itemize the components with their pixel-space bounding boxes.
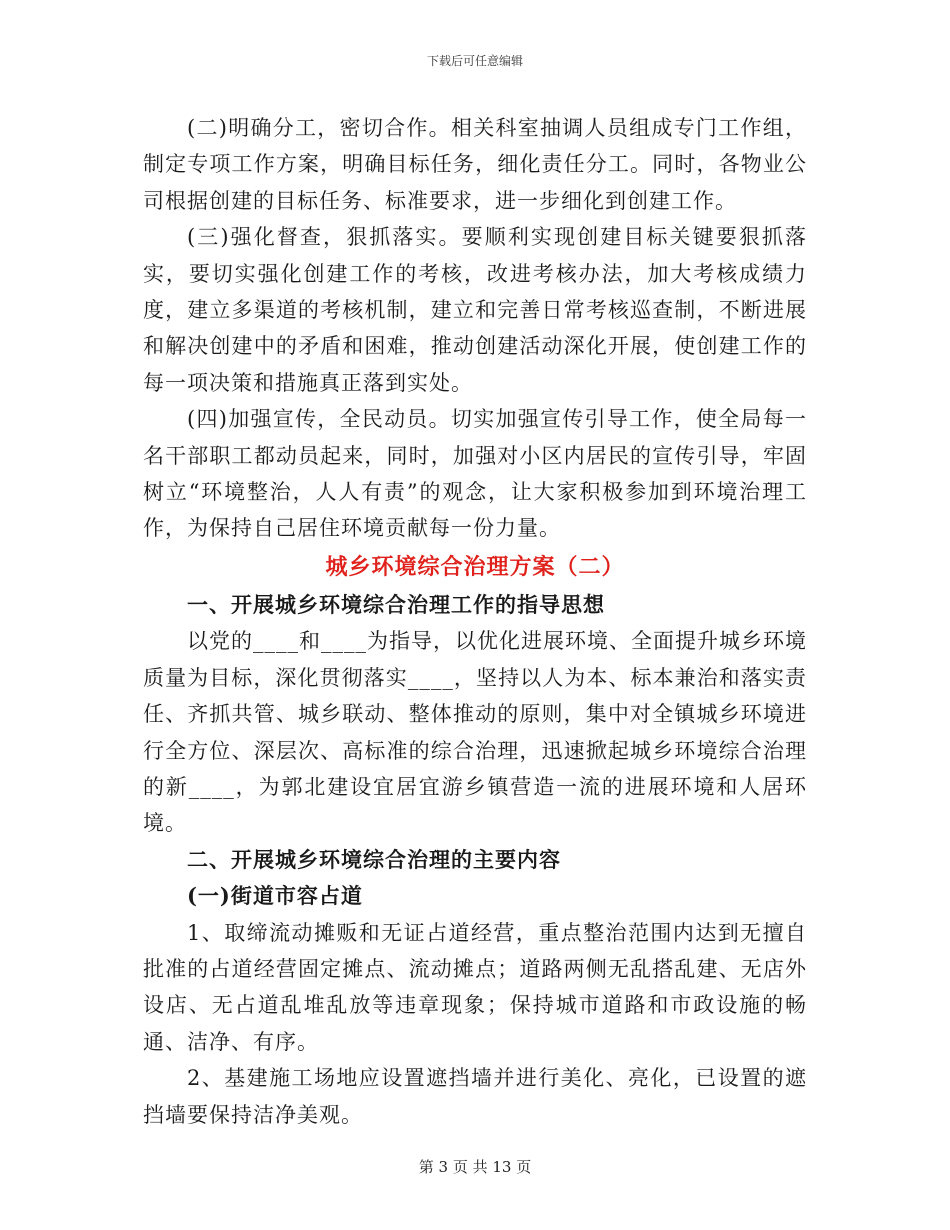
paragraph-supervision: (三)强化督查，狠抓落实。要顺利实现创建目标关键要狠抓落实，要切实强化创建工作的考核，改进考核办法，加大考核成绩力度，建立多渠道的考核机制，建立和完善日常考核巡查制，不断进展和解决创建中的矛盾和困难，推动创建活动深化开展，使创建工作的每一项决策和措施真正落到实处。 [143,225,807,395]
paragraph-division-of-labor: (二)明确分工，密切合作。相关科室抽调人员组成专门工作组，制定专项工作方案，明确目标任务，细化责任分工。同时，各物业公司根据创建的目标任务、标准要求，进一步细化到创建工作。 [143,116,807,213]
paragraph-item-1: 1、取缔流动摊贩和无证占道经营，重点整治范围内达到无擅自批准的占道经营固定摊点、流动摊点；道路两侧无乱搭乱建、无店外设店、无占道乱堆乱放等违章现象；保持城市道路和市政设施的畅通、洁净、有序。 [143,920,807,1054]
paragraph-item-2: 2、基建施工场地应设置遮挡墙并进行美化、亮化，已设置的遮挡墙要保持洁净美观。 [143,1066,807,1127]
heading-street-appearance: (一)街道市容占道 [187,883,363,909]
page-footer: 第 3 页 共 13 页 [418,1158,532,1176]
section-title: 城乡环境综合治理方案（二） [325,553,625,580]
paragraph-guiding-ideology: 以党的____和____为指导，以优化进展环境、全面提升城乡环境质量为目标，深化贯彻落实____，坚持以人为本、标本兼治和落实责任、齐抓共管、城乡联动、整体推动的原则，集中对全镇城乡环境进行全方位、深层次、高标准的综合治理，迅速掀起城乡环境综合治理的新____，为郭北建设宜居宜游乡镇营造一流的进展环境和人居环境。 [143,629,807,836]
heading-main-content: 二、开展城乡环境综合治理的主要内容 [187,846,561,872]
paragraph-publicity: (四)加强宣传，全民动员。切实加强宣传引导工作，使全局每一名干部职工都动员起来，同时，加强对小区内居民的宣传引导，牢固树立“环境整治，人人有责”的观念，让大家积极参加到环境治理工作，为保持自己居住环境贡献每一份力量。 [143,407,807,541]
document-body [143,110,807,1133]
page-header: 下载后可任意编辑 [426,54,523,68]
heading-guiding-ideology: 一、开展城乡环境综合治理工作的指导思想 [187,591,605,617]
